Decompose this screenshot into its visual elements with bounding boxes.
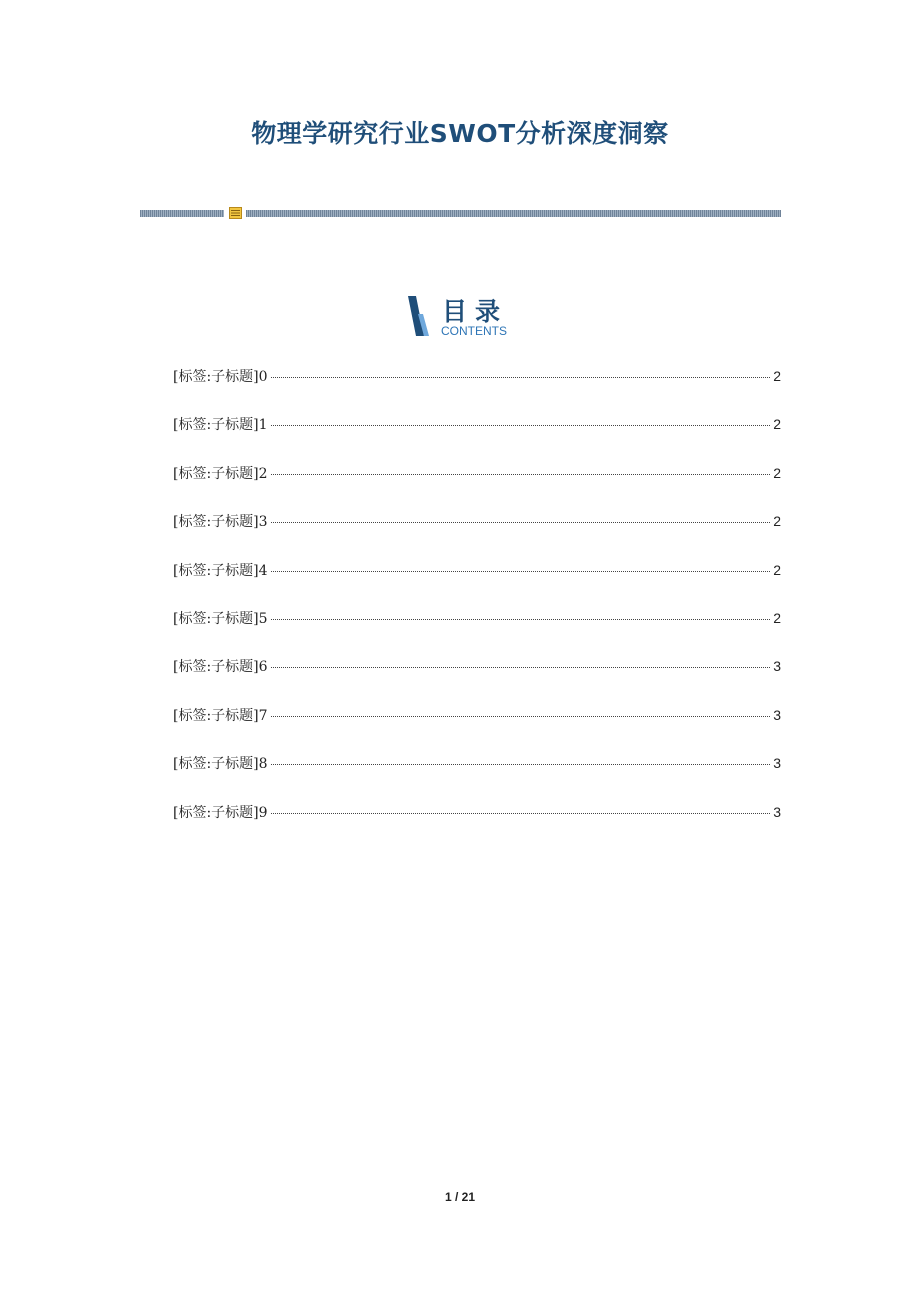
toc-dot-leader bbox=[271, 425, 771, 426]
toc-entry-page: 3 bbox=[773, 658, 781, 675]
toc-entry-label: [标签:子标题]8 bbox=[173, 756, 268, 773]
toc-entry[interactable] bbox=[173, 656, 781, 704]
toc-entry[interactable] bbox=[173, 414, 781, 462]
toc-entry-label: [标签:子标题]4 bbox=[173, 562, 268, 579]
toc-dot-leader bbox=[271, 667, 771, 668]
toc-entry[interactable] bbox=[173, 511, 781, 559]
divider-bar-left bbox=[140, 210, 224, 217]
toc-heading bbox=[404, 294, 544, 342]
divider-bar-right bbox=[246, 210, 781, 217]
toc-entry[interactable] bbox=[173, 705, 781, 753]
toc-entry-page: 2 bbox=[773, 464, 781, 481]
toc-dot-leader bbox=[271, 522, 771, 523]
toc-entry[interactable] bbox=[173, 560, 781, 608]
book-emblem-icon bbox=[229, 207, 242, 219]
toc-entry-label: [标签:子标题]6 bbox=[173, 659, 268, 676]
toc-entry-label: [标签:子标题]5 bbox=[173, 610, 268, 627]
toc-dot-leader bbox=[271, 377, 771, 378]
toc-entry-label: [标签:子标题]1 bbox=[173, 417, 268, 434]
toc-entry[interactable] bbox=[173, 753, 781, 801]
toc-stripes-icon bbox=[404, 294, 434, 338]
toc-dot-leader bbox=[271, 716, 771, 717]
toc-entry-page: 3 bbox=[773, 706, 781, 723]
toc-entry-label: [标签:子标题]2 bbox=[173, 465, 268, 482]
toc-heading-en: CONTENTS bbox=[441, 324, 507, 338]
toc-entry-page: 2 bbox=[773, 368, 781, 384]
toc-dot-leader bbox=[271, 764, 771, 765]
toc-entry[interactable] bbox=[173, 463, 781, 511]
toc-entry-page: 3 bbox=[773, 803, 781, 820]
toc-entry-page: 2 bbox=[773, 416, 781, 433]
toc-dot-leader bbox=[271, 474, 771, 475]
toc-entry[interactable] bbox=[173, 802, 781, 850]
toc-entry-page: 2 bbox=[773, 609, 781, 626]
toc-entry[interactable] bbox=[173, 366, 781, 414]
toc-heading-cn: 目录 bbox=[442, 297, 509, 326]
toc-entry[interactable] bbox=[173, 608, 781, 656]
toc-list bbox=[173, 366, 781, 850]
toc-dot-leader bbox=[271, 619, 771, 620]
document-title: 物理学研究行业SWOT分析深度洞察 bbox=[251, 119, 669, 148]
toc-entry-label: [标签:子标题]3 bbox=[173, 514, 268, 531]
toc-entry-label: [标签:子标题]7 bbox=[173, 707, 268, 724]
toc-entry-label: [标签:子标题]0 bbox=[173, 369, 268, 385]
toc-dot-leader bbox=[271, 813, 771, 814]
toc-entry-page: 2 bbox=[773, 561, 781, 578]
page-number: 1 / 21 bbox=[444, 1190, 476, 1204]
toc-entry-page: 2 bbox=[773, 513, 781, 530]
title-divider bbox=[140, 207, 781, 219]
toc-entry-page: 3 bbox=[773, 755, 781, 772]
toc-dot-leader bbox=[271, 571, 771, 572]
toc-entry-label: [标签:子标题]9 bbox=[173, 804, 268, 821]
